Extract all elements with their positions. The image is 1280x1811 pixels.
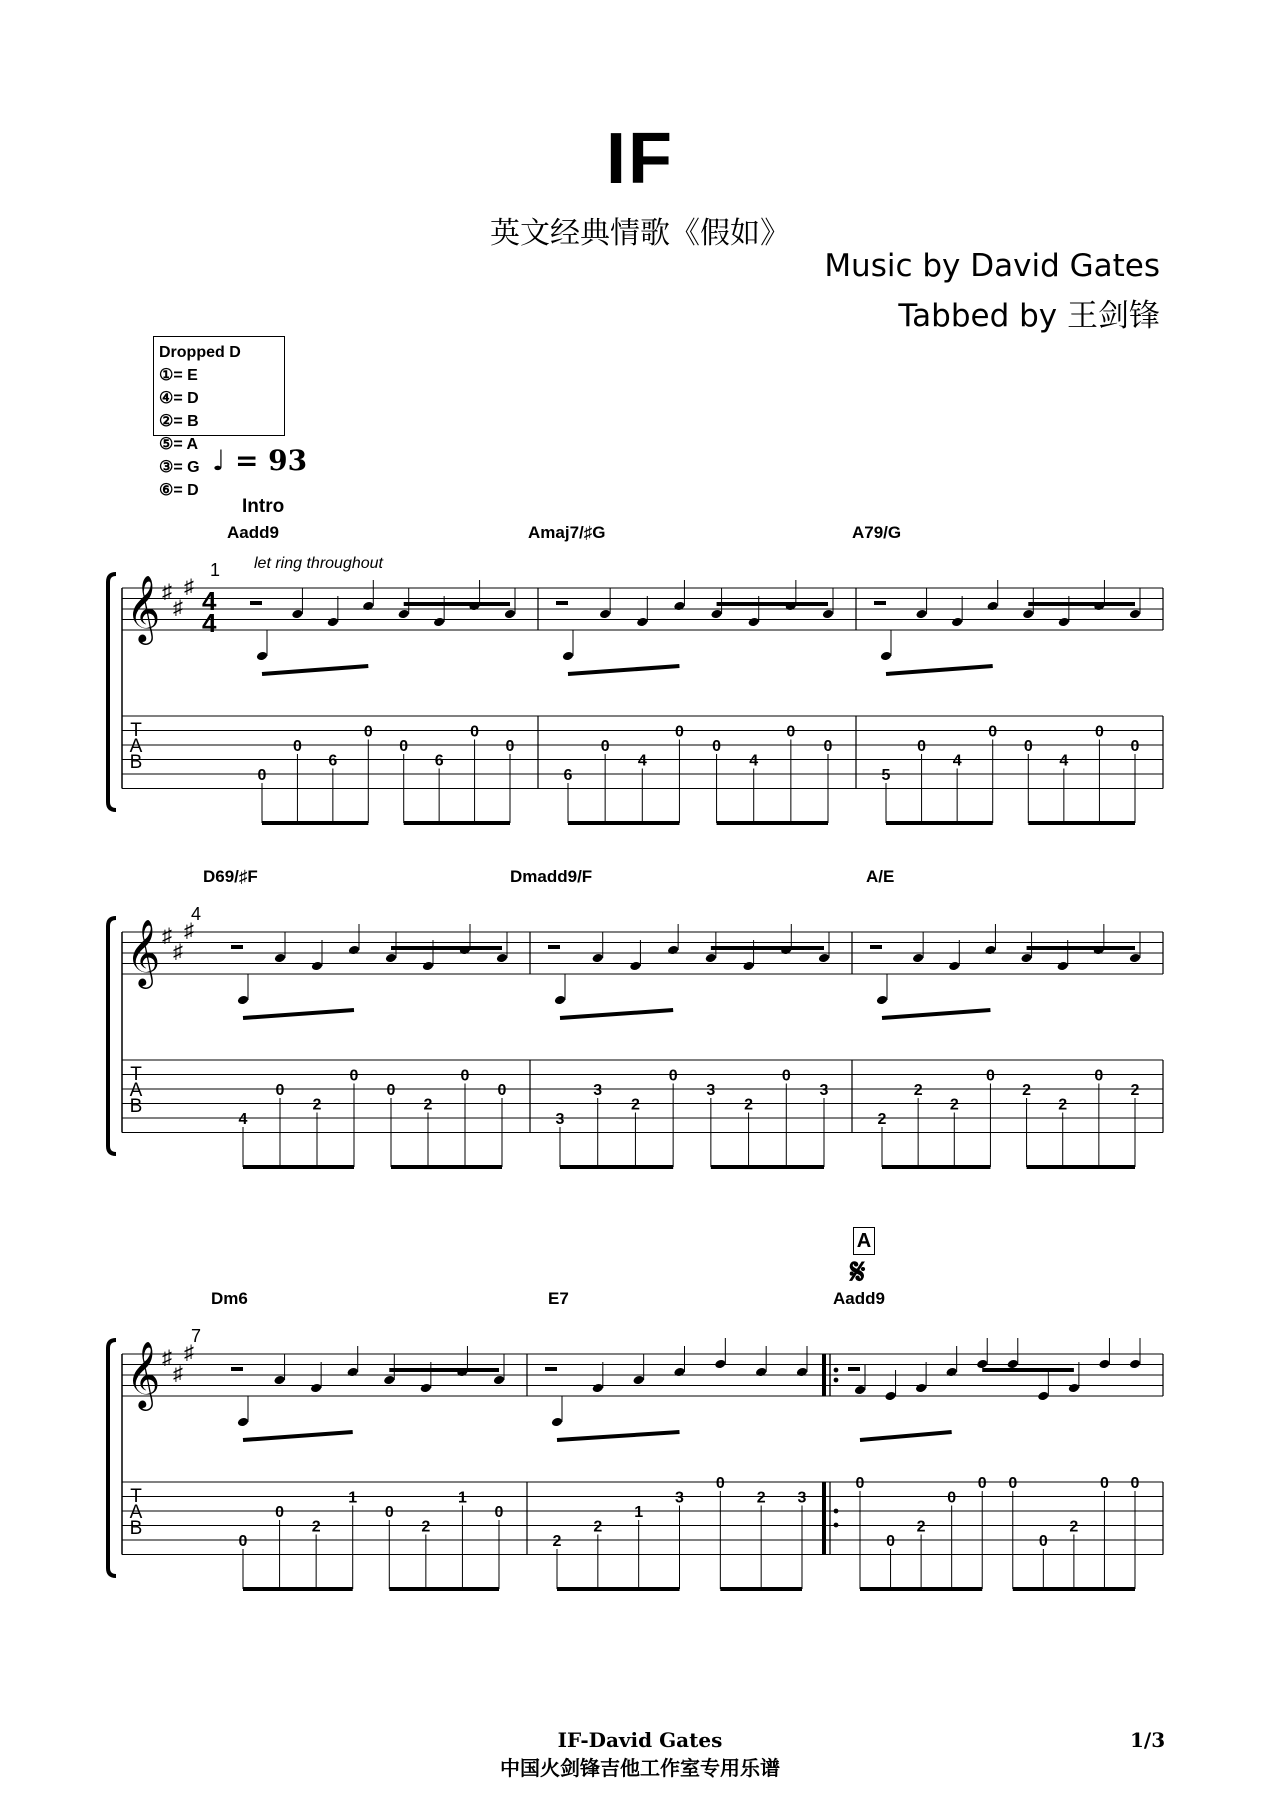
notehead (385, 953, 397, 964)
staff-beam (262, 666, 368, 674)
tab-fret-number: 0 (386, 1082, 396, 1099)
notehead (951, 617, 963, 628)
tab-clef-letter: A (129, 1502, 143, 1523)
tab-fret-number: 0 (674, 723, 684, 741)
tab-fret-number: 0 (917, 738, 927, 755)
chord-symbol: Aadd9 (227, 523, 279, 542)
tab-fret-number: 2 (1130, 1082, 1140, 1099)
key-signature-sharp: ♯ (184, 576, 194, 598)
notehead (912, 953, 924, 964)
tab-fret-number: 0 (823, 738, 833, 755)
notehead (822, 609, 834, 620)
notehead (884, 1391, 896, 1402)
notehead (562, 651, 574, 662)
tab-fret-number: 0 (1094, 723, 1104, 741)
notehead (1007, 1359, 1019, 1370)
chord-symbol: Dm6 (211, 1289, 248, 1308)
notehead (1129, 609, 1141, 620)
tab-clef-letter: B (129, 752, 143, 773)
tab-fret-number: 2 (593, 1518, 603, 1536)
system-bracket (108, 918, 116, 1154)
tab-fret-number: 0 (349, 1067, 359, 1085)
staff-beam (243, 1010, 354, 1018)
tuning-name: Dropped D (159, 344, 241, 361)
staff-beam (886, 666, 993, 674)
notehead (987, 601, 999, 612)
system-bracket (108, 1340, 116, 1576)
repeat-dot (834, 1523, 839, 1528)
tab-fret-number: 2 (877, 1111, 887, 1128)
tab-fret-number: 0 (1038, 1533, 1048, 1550)
notehead (915, 1383, 927, 1394)
notehead (714, 1359, 726, 1370)
tab-fret-number: 1 (634, 1504, 644, 1521)
tab-fret-number: 3 (555, 1111, 565, 1128)
notehead (551, 1417, 563, 1428)
tab-fret-number: 4 (952, 752, 962, 770)
notehead (1020, 953, 1032, 964)
notehead (362, 601, 374, 612)
notehead (796, 1367, 808, 1378)
notehead (383, 1375, 395, 1386)
repeat-dot (834, 1378, 839, 1383)
tab-fret-number: 2 (311, 1518, 321, 1536)
notehead (1129, 1359, 1141, 1370)
song-subtitle: 英文经典情歌《假如》 (490, 216, 790, 251)
notehead (398, 609, 410, 620)
tab-fret-number: 4 (1059, 752, 1069, 770)
notehead (433, 617, 445, 628)
notehead (984, 945, 996, 956)
tab-fret-number: 0 (786, 723, 796, 741)
tab-fret-number: 2 (744, 1096, 754, 1114)
tab-fret-number: 2 (423, 1096, 433, 1114)
tab-fret-number: 0 (985, 1067, 995, 1085)
notehead (274, 953, 286, 964)
notehead (422, 961, 434, 972)
time-signature-bottom: 4 (202, 608, 217, 638)
chord-symbol: Aadd9 (833, 1289, 885, 1308)
notehead (592, 1383, 604, 1394)
tab-fret-number: 2 (312, 1096, 322, 1114)
tab-fret-number: 0 (781, 1067, 791, 1085)
tab-fret-number: 5 (881, 767, 891, 784)
section-label: Intro (242, 496, 285, 517)
tuning-string-3: ③= G (159, 459, 200, 476)
tab-fret-number: 0 (1130, 738, 1140, 755)
tab-fret-number: 6 (328, 752, 338, 770)
tab-fret-number: 1 (457, 1489, 467, 1507)
tab-fret-number: 0 (1008, 1475, 1018, 1492)
tab-fret-number: 2 (552, 1533, 562, 1550)
tab-fret-number: 3 (593, 1082, 603, 1099)
tab-fret-number: 0 (384, 1504, 394, 1521)
tab-fret-number: 0 (363, 723, 373, 741)
tuning-string-2: ②= B (159, 413, 199, 430)
tab-fret-number: 0 (238, 1533, 248, 1550)
tab-fret-number: 0 (668, 1067, 678, 1085)
tab-fret-number: 0 (275, 1082, 285, 1099)
key-signature-sharp: ♯ (162, 1347, 172, 1369)
staff-beam (560, 1010, 673, 1018)
tab-fret-number: 0 (292, 738, 302, 755)
notehead (1037, 1391, 1049, 1402)
chord-symbol: A/E (866, 867, 895, 886)
tab-clef-letter: T (130, 720, 142, 741)
notehead (629, 961, 641, 972)
tab-clef-letter: T (130, 1486, 142, 1507)
notehead (554, 995, 566, 1006)
tab-fret-number: 6 (563, 767, 573, 784)
quarter-note-icon: ♩ (212, 444, 226, 477)
notehead (673, 601, 685, 612)
repeat-dot (834, 1368, 839, 1373)
notehead (327, 617, 339, 628)
footer-title: IF-David Gates (557, 1728, 723, 1752)
tab-fret-number: 0 (470, 723, 480, 741)
composer-credit: Music by David Gates (824, 248, 1160, 284)
tab-fret-number: 0 (399, 738, 409, 755)
notehead (710, 609, 722, 620)
key-signature-sharp: ♯ (173, 1363, 183, 1385)
treble-clef-icon: 𝄞 (126, 1342, 161, 1407)
notehead (667, 945, 679, 956)
tab-fret-number: 0 (497, 1082, 507, 1099)
tab-fret-number: 0 (886, 1533, 896, 1550)
notehead (636, 617, 648, 628)
tab-fret-number: 2 (756, 1489, 766, 1507)
let-ring-instruction: let ring throughout (254, 555, 383, 572)
tab-fret-number: 2 (916, 1518, 926, 1536)
notehead (748, 617, 760, 628)
notehead (348, 945, 360, 956)
tab-fret-number: 0 (715, 1475, 725, 1492)
notehead (256, 651, 268, 662)
tab-clef-letter: T (130, 1064, 142, 1085)
tab-fret-number: 2 (949, 1096, 959, 1114)
tab-fret-number: 0 (977, 1475, 987, 1492)
tab-fret-number: 1 (348, 1489, 358, 1507)
chord-symbol: E7 (548, 1289, 569, 1308)
tab-fret-number: 0 (600, 738, 610, 755)
system-bracket (108, 574, 116, 810)
measure-number: 4 (191, 904, 202, 924)
tab-fret-number: 4 (637, 752, 647, 770)
tab-fret-number: 2 (913, 1082, 923, 1099)
notehead (915, 609, 927, 620)
tab-fret-number: 0 (1094, 1067, 1104, 1085)
tab-fret-number: 0 (1130, 1475, 1140, 1492)
staff-beam (568, 666, 679, 674)
tab-fret-number: 3 (797, 1489, 807, 1507)
notehead (1098, 1359, 1110, 1370)
notehead (420, 1383, 432, 1394)
staff-beam (557, 1432, 680, 1440)
chord-symbol: A79/G (852, 523, 902, 542)
key-signature-sharp: ♯ (173, 597, 183, 619)
tab-fret-number: 2 (630, 1096, 640, 1114)
page-number: 1/3 (1130, 1728, 1166, 1752)
tab-fret-number: 2 (1022, 1082, 1032, 1099)
tab-fret-number: 0 (1023, 738, 1033, 755)
notehead (976, 1359, 988, 1370)
notehead (310, 1383, 322, 1394)
key-signature-sharp: ♯ (184, 1342, 194, 1364)
tab-fret-number: 0 (275, 1504, 285, 1521)
tab-fret-number: 6 (434, 752, 444, 770)
tab-fret-number: 4 (238, 1111, 248, 1128)
notehead (876, 995, 888, 1006)
tab-fret-number: 0 (505, 738, 515, 755)
notehead (742, 961, 754, 972)
notehead (1058, 617, 1070, 628)
tuning-string-6: ⑥= D (159, 482, 199, 499)
measure-number: 1 (210, 560, 221, 580)
key-signature-sharp: ♯ (162, 581, 172, 603)
notehead (705, 953, 717, 964)
measure-number: 7 (191, 1326, 202, 1346)
key-signature-sharp: ♯ (162, 925, 172, 947)
tab-fret-number: 0 (1099, 1475, 1109, 1492)
notehead (948, 961, 960, 972)
rehearsal-mark: A (853, 1227, 875, 1255)
notehead (755, 1367, 767, 1378)
tab-fret-number: 3 (706, 1082, 716, 1099)
notehead (311, 961, 323, 972)
song-title: IF (606, 119, 674, 199)
tab-clef-letter: B (129, 1518, 143, 1539)
key-signature-sharp: ♯ (173, 941, 183, 963)
tab-fret-number: 4 (749, 752, 759, 770)
tab-clef-letter: A (129, 1080, 143, 1101)
tab-clef-letter: B (129, 1096, 143, 1117)
notehead (673, 1367, 685, 1378)
tab-fret-number: 3 (819, 1082, 829, 1099)
chord-symbol: D69/♯F (203, 867, 258, 886)
tuning-string-1: ①= E (159, 367, 198, 384)
notehead (1129, 953, 1141, 964)
notehead (291, 609, 303, 620)
tab-fret-number: 0 (947, 1489, 957, 1507)
tab-fret-number: 0 (855, 1475, 865, 1492)
notehead (1057, 961, 1069, 972)
notehead (599, 609, 611, 620)
tab-fret-number: 0 (460, 1067, 470, 1085)
footer-subtitle: 中国火剑锋吉他工作室专用乐谱 (500, 1756, 780, 1780)
tab-fret-number: 0 (257, 767, 267, 784)
chord-symbol: Dmadd9/F (510, 867, 593, 886)
notehead (632, 1375, 644, 1386)
tab-fret-number: 2 (1058, 1096, 1068, 1114)
notehead (504, 609, 516, 620)
tab-fret-number: 0 (712, 738, 722, 755)
notehead (347, 1367, 359, 1378)
key-signature-sharp: ♯ (184, 920, 194, 942)
notehead (1022, 609, 1034, 620)
staff-beam (243, 1432, 353, 1440)
tuning-string-5: ⑤= A (159, 436, 199, 453)
treble-clef-icon: 𝄞 (126, 576, 161, 641)
tab-fret-number: 0 (988, 723, 998, 741)
notehead (493, 1375, 505, 1386)
tab-credit: Tabbed by 王剑锋 (898, 298, 1160, 334)
tab-fret-number: 2 (421, 1518, 431, 1536)
notehead (880, 651, 892, 662)
notehead (592, 953, 604, 964)
tab-clef-letter: A (129, 736, 143, 757)
repeat-dot (834, 1509, 839, 1514)
notehead (237, 995, 249, 1006)
notehead (496, 953, 508, 964)
tempo-value: = 93 (234, 444, 308, 477)
staff-beam (860, 1432, 952, 1440)
time-signature-top: 4 (202, 586, 217, 616)
chord-symbol: Amaj7/♯G (528, 523, 606, 542)
notehead (854, 1385, 866, 1396)
tab-fret-number: 2 (1069, 1518, 1079, 1536)
notehead (273, 1375, 285, 1386)
tab-fret-number: 0 (494, 1504, 504, 1521)
tuning-string-4: ④= D (159, 390, 199, 407)
notehead (237, 1417, 249, 1428)
tab-fret-number: 3 (675, 1489, 684, 1507)
notehead (945, 1367, 957, 1378)
notehead (1068, 1383, 1080, 1394)
notehead (818, 953, 830, 964)
segno-icon: 𝄋 (850, 1252, 866, 1293)
treble-clef-icon: 𝄞 (126, 920, 161, 985)
staff-beam (882, 1010, 990, 1018)
